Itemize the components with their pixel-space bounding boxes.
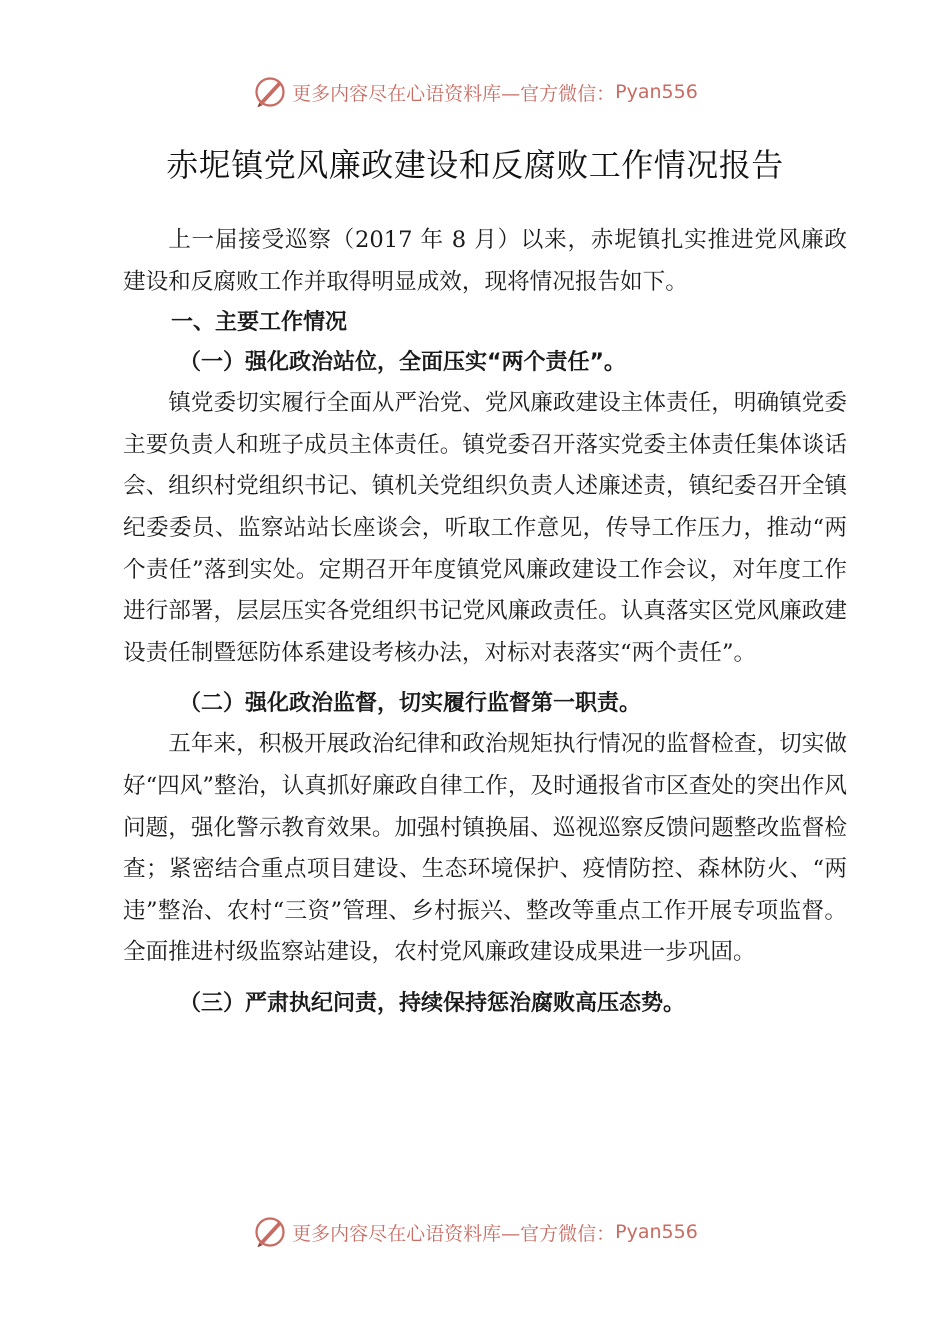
- subsection-1-paragraph: 镇党委切实履行全面从严治党、党风廉政建设主体责任，明确镇党委主要负责人和班子成员主体责任。镇党委召开落实党委主体责任集体谈话会、组织村党组织书记、镇机关党组织负责人述廉述责，镇纪委召开全镇纪委委员、监察站站长座谈会，听取工作意见，传导工作压力，推动“两个责任”落到实处。定期召开年度镇党风廉政建设工作会议，对年度工作进行部署，层层压实各党组织书记党风廉政责任。认真落实区党风廉政建设责任制暨惩防体系建设考核办法，对标对表落实“两个责任”。: [123, 390, 847, 666]
- subsection-heading-3: （三）严肃执纪问责，持续保持惩治腐败高压态势。: [179, 990, 686, 1016]
- pen-logo-icon: [252, 74, 288, 110]
- section-heading-1: 一、主要工作情况: [171, 310, 348, 336]
- subsection-2-paragraph: 五年来，积极开展政治纪律和政治规矩执行情况的监督检查，切实做好“四风”整治，认真抓好廉政自律工作，及时通报省市区查处的突出作风问题，强化警示教育效果。加强村镇换届、巡视巡察反馈问题整改监督检查；紧密结合重点项目建设、生态环境保护、疫情防控、森林防火、“两违”整治、农村“三资”管理、乡村振兴、整改等重点工作开展专项监督。全面推进村级监察站建设，农村党风廉政建设成果进一步巩固。: [123, 731, 847, 966]
- pen-logo-icon: [252, 1214, 288, 1250]
- watermark-banner-top: [0, 70, 950, 114]
- watermark-wechat-id: Pyan556: [615, 1221, 698, 1243]
- document-title: 赤坭镇党风廉政建设和反腐败工作情况报告: [166, 146, 784, 184]
- watermark-wechat-id: Pyan556: [615, 81, 698, 103]
- watermark-text: 更多内容尽在心语资料库—官方微信：: [292, 1222, 616, 1245]
- watermark-banner-bottom: [0, 1210, 950, 1254]
- subsection-heading-1: （一）强化政治站位，全面压实“两个责任”。: [179, 350, 626, 376]
- watermark-text: 更多内容尽在心语资料库—官方微信：: [292, 82, 616, 105]
- intro-paragraph: 上一届接受巡察（2017 年 8 月）以来，赤坭镇扎实推进党风廉政建设和反腐败工作并取得明显成效，现将情况报告如下。: [123, 227, 847, 295]
- document-body: [123, 220, 847, 1024]
- subsection-heading-2: （二）强化政治监督，切实履行监督第一职责。: [179, 691, 642, 717]
